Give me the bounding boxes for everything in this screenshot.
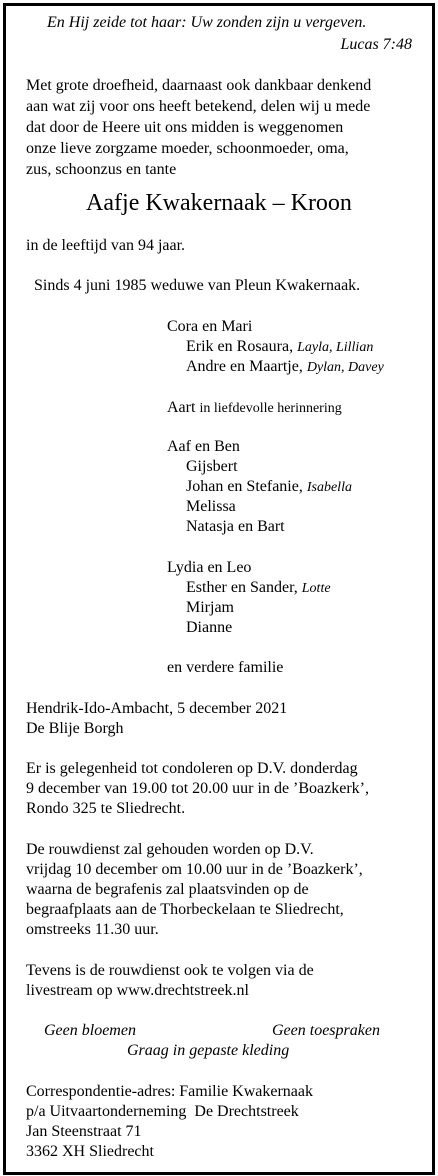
family-head-aaf: Aaf en Ben (167, 438, 240, 455)
family-member-aart: Aart in liefdevolle herinnering (167, 399, 342, 416)
family-member-melissa: Melissa (186, 498, 236, 515)
intro-line-5: zus, schoonzus en tante (26, 161, 177, 178)
age-line: in de leeftijd van 94 jaar. (26, 237, 186, 254)
service-line-4: begraafplaats aan de Thorbeckelaan te Sliedrecht, (26, 901, 344, 918)
wish-no-flowers: Geen bloemen (44, 1022, 136, 1039)
livestream-line-2: livestream op www.drechtstreek.nl (26, 982, 249, 999)
family-head-lydia: Lydia en Leo (167, 559, 252, 576)
service-line-1: De rouwdienst zal gehouden worden op D.V. (26, 841, 314, 858)
widow-line: Sinds 4 juni 1985 weduwe van Pleun Kwakernaak. (34, 277, 361, 294)
family-member-johan: Johan en Stefanie, Isabella (186, 478, 352, 495)
service-line-2: vrijdag 10 december om 10.00 uur in de ’Boazkerk’, (26, 861, 363, 878)
service-line-5: omstreeks 11.30 uur. (26, 921, 159, 938)
wish-no-speeches: Geen toespraken (272, 1022, 380, 1039)
extended-family: en verdere familie (167, 659, 284, 676)
correspondence-line-3: Jan Steenstraat 71 (26, 1123, 142, 1140)
intro-line-4: onze lieve zorgzame moeder, schoonmoeder, oma, (26, 140, 349, 157)
correspondence-line-2: p/a Uitvaartonderneming De Drechtstreek (26, 1103, 299, 1120)
condolence-line-1: Er is gelegenheid tot condoleren op D.V. donderdag (26, 760, 358, 777)
deceased-name: Aafje Kwakernaak – Kroon (86, 190, 352, 216)
wish-clothing: Graag in gepaste kleding (127, 1042, 290, 1059)
intro-line-2: aan wat zij voor ons heeft betekend, delen wij u mede (26, 98, 371, 115)
family-member-gijsbert: Gijsbert (186, 458, 238, 475)
bible-verse: En Hij zeide tot haar: Uw zonden zijn u vergeven. (47, 14, 367, 31)
family-head-cora: Cora en Mari (167, 318, 253, 335)
residence: De Blije Borgh (26, 720, 124, 737)
bible-reference: Lucas 7:48 (340, 36, 412, 53)
condolence-line-3: Rondo 325 te Sliedrecht. (26, 800, 186, 817)
family-member-erik: Erik en Rosaura, Layla, Lillian (186, 338, 374, 355)
place-date: Hendrik-Ido-Ambacht, 5 december 2021 (26, 700, 288, 717)
livestream-line-1: Tevens is de rouwdienst ook te volgen via de (26, 962, 314, 979)
family-member-natasja: Natasja en Bart (186, 518, 285, 535)
condolence-line-2: 9 december van 19.00 tot 20.00 uur in de ’Boazkerk’, (26, 780, 370, 797)
intro-line-3: dat door de Heere uit ons midden is weggenomen (26, 119, 344, 136)
family-member-esther: Esther en Sander, Lotte (186, 579, 331, 596)
correspondence-line-4: 3362 XH Sliedrecht (26, 1143, 154, 1160)
family-member-mirjam: Mirjam (186, 599, 234, 616)
family-member-andre: Andre en Maartje, Dylan, Davey (186, 358, 384, 375)
correspondence-line-1: Correspondentie-adres: Familie Kwakernaak (26, 1083, 314, 1100)
family-member-dianne: Dianne (186, 619, 233, 636)
service-line-3: waarna de begrafenis zal plaatsvinden op de (26, 881, 309, 898)
intro-line-1: Met grote droefheid, daarnaast ook dankbaar denkend (26, 77, 372, 94)
